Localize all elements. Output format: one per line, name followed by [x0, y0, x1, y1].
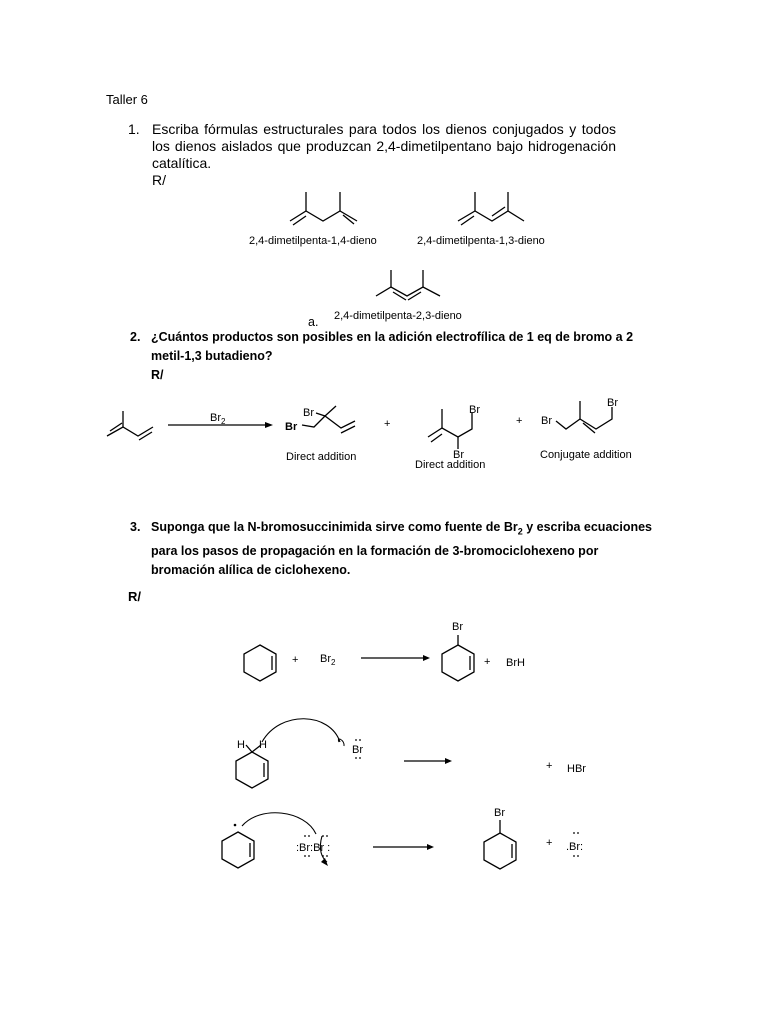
- bromocyclohexene-product-eq1: [442, 635, 474, 681]
- cyclohexene-reactant-eq1: [244, 645, 276, 681]
- product-3-label: Conjugate addition: [540, 449, 632, 461]
- structure-1-name: 2,4-dimetilpenta-1,4-dieno: [249, 235, 377, 247]
- question-3-answer-label: R/: [128, 589, 141, 604]
- product-1-label: Direct addition: [286, 451, 357, 463]
- question-3-text: Suponga que la N-bromosuccinimida sirve como fuente de $Br_2$ y escriba ecuaciones para los pasos de propagación en la formación de 3-bromociclohexeno por bromación alílica de ciclohexeno.: [151, 520, 652, 577]
- plus-sign-1: +: [384, 418, 391, 430]
- page-title: Taller 6: [106, 92, 148, 107]
- reagent-br2: $Br_2$: [210, 412, 226, 426]
- structure-dimetilpenta-2-3-dieno: [376, 270, 440, 300]
- question-3-number: 3.: [130, 520, 141, 534]
- product-1-br-top: Br: [303, 407, 314, 419]
- eq2-br-radical: Br: [352, 744, 363, 756]
- product-3-conjugate-addition: [556, 401, 612, 433]
- plus-sign-2: +: [516, 415, 523, 427]
- radical-dots: [304, 739, 579, 857]
- structure-isoprene: [107, 411, 153, 440]
- question-1-text: Escriba fórmulas estructurales para todos los dienos conjugados y todos los dienos aislados que produzcan 2,4-dimetilpentano bajo hidrogenación catalítica. R/: [152, 121, 616, 188]
- eq2-byproduct: HBr: [567, 763, 586, 775]
- list-marker-a: a.: [308, 315, 319, 329]
- question-2-text: ¿Cuántos productos son posibles en la adición electrofílica de 1 eq de bromo a 2 metil-1,3 butadieno? R/: [151, 328, 665, 385]
- bromocyclohexene-product-eq3: [484, 820, 516, 869]
- eq2-plus: +: [546, 760, 553, 772]
- eq3-product-br: Br: [494, 807, 505, 819]
- eq1-product-br: Br: [452, 621, 463, 633]
- question-2-answer-label: R/: [151, 368, 164, 382]
- product-1-br-left: Br: [285, 421, 298, 433]
- structure-dimetilpenta-1-4-dieno: [290, 192, 357, 225]
- eq2-h-left: H: [237, 739, 245, 751]
- product-3-br-left: Br: [541, 415, 552, 427]
- eq3-br-radical: .Br:: [566, 841, 584, 853]
- question-1-answer-label: R/: [152, 172, 166, 188]
- eq3-plus: +: [546, 837, 553, 849]
- eq1-plus-2: +: [484, 656, 491, 668]
- cyclohexyl-radical-eq3: [222, 813, 331, 868]
- eq1-byproduct: BrH: [506, 657, 525, 669]
- product-2-direct-addition: [428, 409, 472, 449]
- question-2-number: 2.: [130, 330, 141, 344]
- structure-dimetilpenta-1-3-dieno: [458, 192, 524, 225]
- product-2-br-top: Br: [469, 404, 480, 416]
- cyclohexene-reactant-eq2: [236, 719, 344, 788]
- product-2-label: Direct addition: [415, 459, 486, 471]
- structure-3-name: 2,4-dimetilpenta-2,3-dieno: [334, 310, 462, 322]
- eq3-reagent: :Br:Br :: [296, 842, 331, 854]
- structure-2-name: 2,4-dimetilpenta-1,3-dieno: [417, 235, 545, 247]
- eq1-reagent: $Br_2$: [320, 653, 336, 667]
- question-1-number: 1.: [128, 121, 140, 137]
- product-2-br-bottom: Br: [453, 449, 464, 461]
- eq2-h-right: H: [259, 739, 267, 751]
- product-3-br-top: Br: [607, 397, 618, 409]
- eq1-plus-1: +: [292, 654, 299, 666]
